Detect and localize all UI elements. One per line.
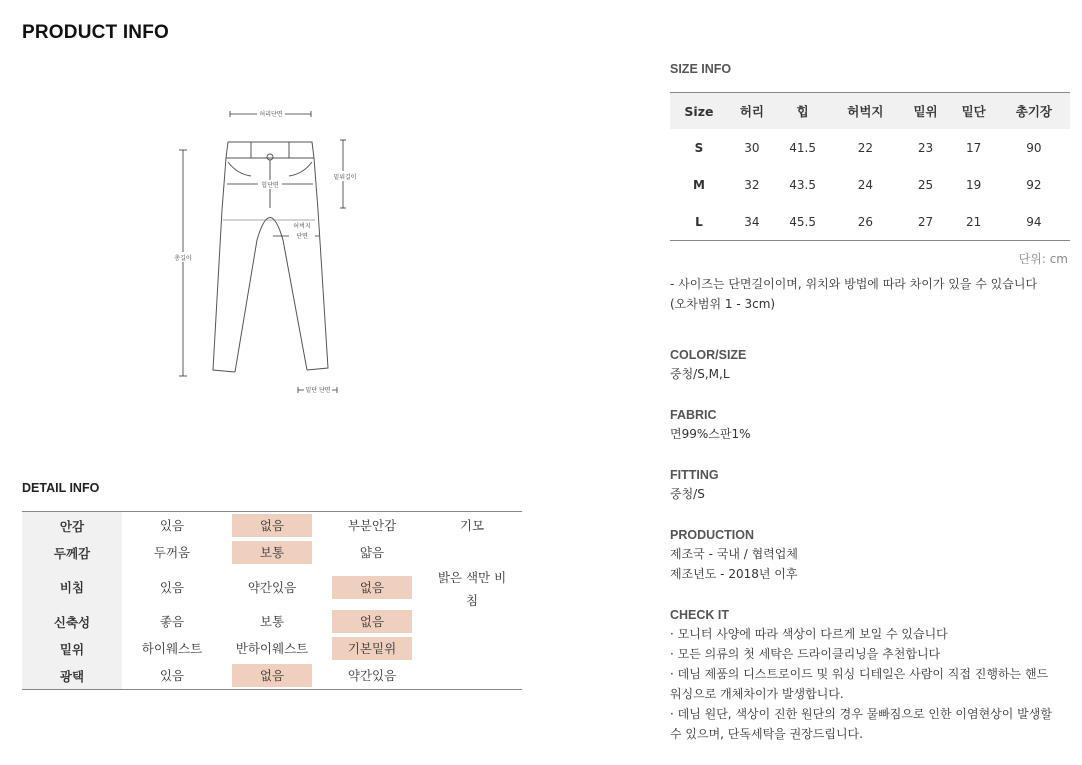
detail-row [22, 608, 522, 635]
detail-option [432, 663, 512, 686]
detail-option: 약간있음 [247, 579, 297, 595]
detail-option-cell [422, 512, 522, 540]
size-value-cell: 45.5 [789, 214, 816, 229]
detail-option-cell [322, 662, 422, 690]
detail-row-label: 밑위 [22, 635, 122, 662]
detail-row-label: 두께감 [22, 539, 122, 566]
detail-row [22, 662, 522, 690]
detail-option-cell [322, 539, 422, 566]
detail-option: 기모 [459, 518, 485, 533]
detail-option-cell [222, 539, 322, 566]
size-value-cell: 21 [966, 214, 982, 229]
detail-option: 밝은 색만 비침 [437, 570, 507, 608]
detail-option-cell [222, 512, 322, 540]
size-note-2: (오차범위 1 - 3cm) [670, 297, 776, 311]
detail-option-cell [222, 566, 322, 608]
detail-option-cell [122, 608, 222, 635]
detail-option: 있음 [159, 579, 185, 595]
detail-option: 좋음 [159, 614, 185, 629]
detail-option-selected: 없음 [232, 514, 312, 537]
hem-label: 밑단 단면 [305, 387, 331, 394]
color-size-value: 중청/S,M,L [670, 367, 730, 381]
detail-option-cell [222, 608, 322, 635]
size-row [670, 203, 1070, 241]
check-it-line: 워싱으로 개체차이가 발생합니다. [670, 687, 844, 701]
size-value-cell: 19 [966, 177, 982, 192]
size-row [670, 129, 1070, 166]
detail-option-cell [422, 662, 522, 690]
size-header-cell: 허리 [728, 93, 776, 130]
detail-option: 하이웨스트 [141, 641, 203, 656]
production-title: PRODUCTION [670, 528, 755, 542]
detail-option: 두꺼움 [153, 545, 191, 560]
detail-row-label: 광택 [22, 662, 122, 690]
size-row [670, 166, 1070, 203]
size-value-cell: 92 [1026, 177, 1042, 192]
detail-option [432, 636, 512, 659]
size-header-cell: 허벅지 [829, 93, 901, 130]
thigh-label-1: 허벅지 [293, 223, 311, 230]
size-value-cell: 24 [857, 177, 873, 192]
size-info-title: SIZE INFO [670, 62, 732, 76]
size-value-cell: 43.5 [789, 177, 816, 192]
detail-option-selected: 없음 [332, 610, 412, 633]
detail-option: 있음 [159, 518, 185, 533]
detail-info-table [22, 511, 522, 690]
detail-row-label: 신축성 [22, 608, 122, 635]
fabric-value: 면99%스판1% [670, 427, 751, 441]
detail-row [22, 566, 522, 608]
page-title: PRODUCT INFO [22, 22, 170, 43]
size-label-cell: M [692, 177, 705, 192]
check-it-line: · 모니터 사양에 따라 색상이 다르게 보일 수 있습니다 [670, 627, 948, 641]
size-value-cell: 27 [917, 214, 934, 229]
fabric-title: FABRIC [670, 408, 717, 422]
length-label: 총길이 [174, 255, 192, 262]
check-it-line: · 데님 제품의 디스트로이드 및 워싱 디테일은 사람이 직접 진행하는 핸드 [670, 667, 1049, 681]
size-note-1: - 사이즈는 단면길이이며, 위치와 방법에 따라 차이가 있을 수 있습니다 [670, 277, 1038, 291]
detail-row-label: 비침 [22, 566, 122, 608]
fitting-value: 중청/S [670, 487, 705, 501]
check-it-line: 수 있으며, 단독세탁을 권장드립니다. [670, 727, 863, 741]
size-value-cell: 17 [966, 140, 982, 155]
detail-option-cell [322, 566, 422, 608]
detail-option-cell [222, 662, 322, 690]
detail-option: 얇음 [359, 545, 385, 560]
size-value-cell: 30 [744, 140, 760, 155]
production-line-2: 제조년도 - 2018년 이후 [670, 567, 798, 581]
detail-info-title: DETAIL INFO [22, 481, 100, 495]
detail-option-cell [422, 566, 522, 608]
detail-row [22, 512, 522, 540]
size-value-cell: 23 [917, 140, 934, 155]
detail-option-cell [322, 512, 422, 540]
detail-option-cell [322, 635, 422, 662]
size-table [670, 92, 1070, 241]
size-value-cell: 22 [857, 140, 873, 155]
thigh-label-2: 단면 [296, 233, 308, 240]
detail-option [432, 540, 512, 563]
detail-option-cell [122, 566, 222, 608]
detail-row [22, 635, 522, 662]
size-header-cell: 총기장 [998, 93, 1070, 130]
production-line-1: 제조국 - 국내 / 협력업체 [670, 547, 798, 561]
detail-option: 있음 [159, 668, 185, 683]
detail-option-cell [122, 662, 222, 690]
size-value-cell: 26 [857, 214, 873, 229]
detail-option-cell [122, 635, 222, 662]
detail-option-cell [422, 635, 522, 662]
detail-option-selected: 보통 [232, 541, 312, 564]
fitting-title: FITTING [670, 468, 719, 482]
color-size-title: COLOR/SIZE [670, 348, 747, 362]
hip-label: 힙단면 [261, 182, 279, 189]
detail-option-selected: 기본밑위 [332, 637, 412, 660]
rise-label: 밑위길이 [333, 174, 357, 181]
detail-option: 약간있음 [347, 668, 397, 683]
size-value-cell: 94 [1026, 214, 1042, 229]
unit-label: 단위: cm [1018, 252, 1068, 266]
detail-row-label: 안감 [22, 512, 122, 540]
size-header-cell: 밑위 [901, 93, 949, 130]
detail-option-cell [222, 635, 322, 662]
detail-option-cell [122, 539, 222, 566]
detail-option-selected: 없음 [332, 576, 412, 599]
detail-option-cell [422, 608, 522, 635]
detail-option-cell [422, 539, 522, 566]
size-value-cell: 32 [744, 177, 760, 192]
size-header-cell: 밑단 [950, 93, 998, 130]
size-value-cell: 90 [1026, 140, 1042, 155]
check-it-title: CHECK IT [670, 608, 730, 622]
check-it-line: · 모든 의류의 첫 세탁은 드라이클리닝을 추천합니다 [670, 647, 941, 661]
detail-option: 보통 [259, 614, 285, 629]
detail-option: 반하이웨스트 [235, 641, 309, 656]
detail-option-cell [122, 512, 222, 540]
size-value-cell: 41.5 [789, 140, 816, 155]
detail-option-selected: 없음 [232, 664, 312, 687]
waist-label: 허리단면 [259, 111, 283, 118]
detail-row [22, 539, 522, 566]
size-header-cell: Size [670, 93, 728, 130]
size-label-cell: S [694, 140, 704, 155]
size-header-cell: 힙 [776, 93, 829, 130]
pants-diagram [165, 100, 365, 400]
detail-option-cell [322, 608, 422, 635]
size-value-cell: 25 [917, 177, 934, 192]
detail-option [432, 609, 512, 632]
check-it-line: · 데님 원단, 색상이 진한 원단의 경우 물빠짐으로 인한 이염현상이 발생할 [670, 707, 1052, 721]
size-value-cell: 34 [744, 214, 760, 229]
detail-option: 부분안감 [347, 518, 397, 533]
size-label-cell: L [695, 214, 703, 229]
